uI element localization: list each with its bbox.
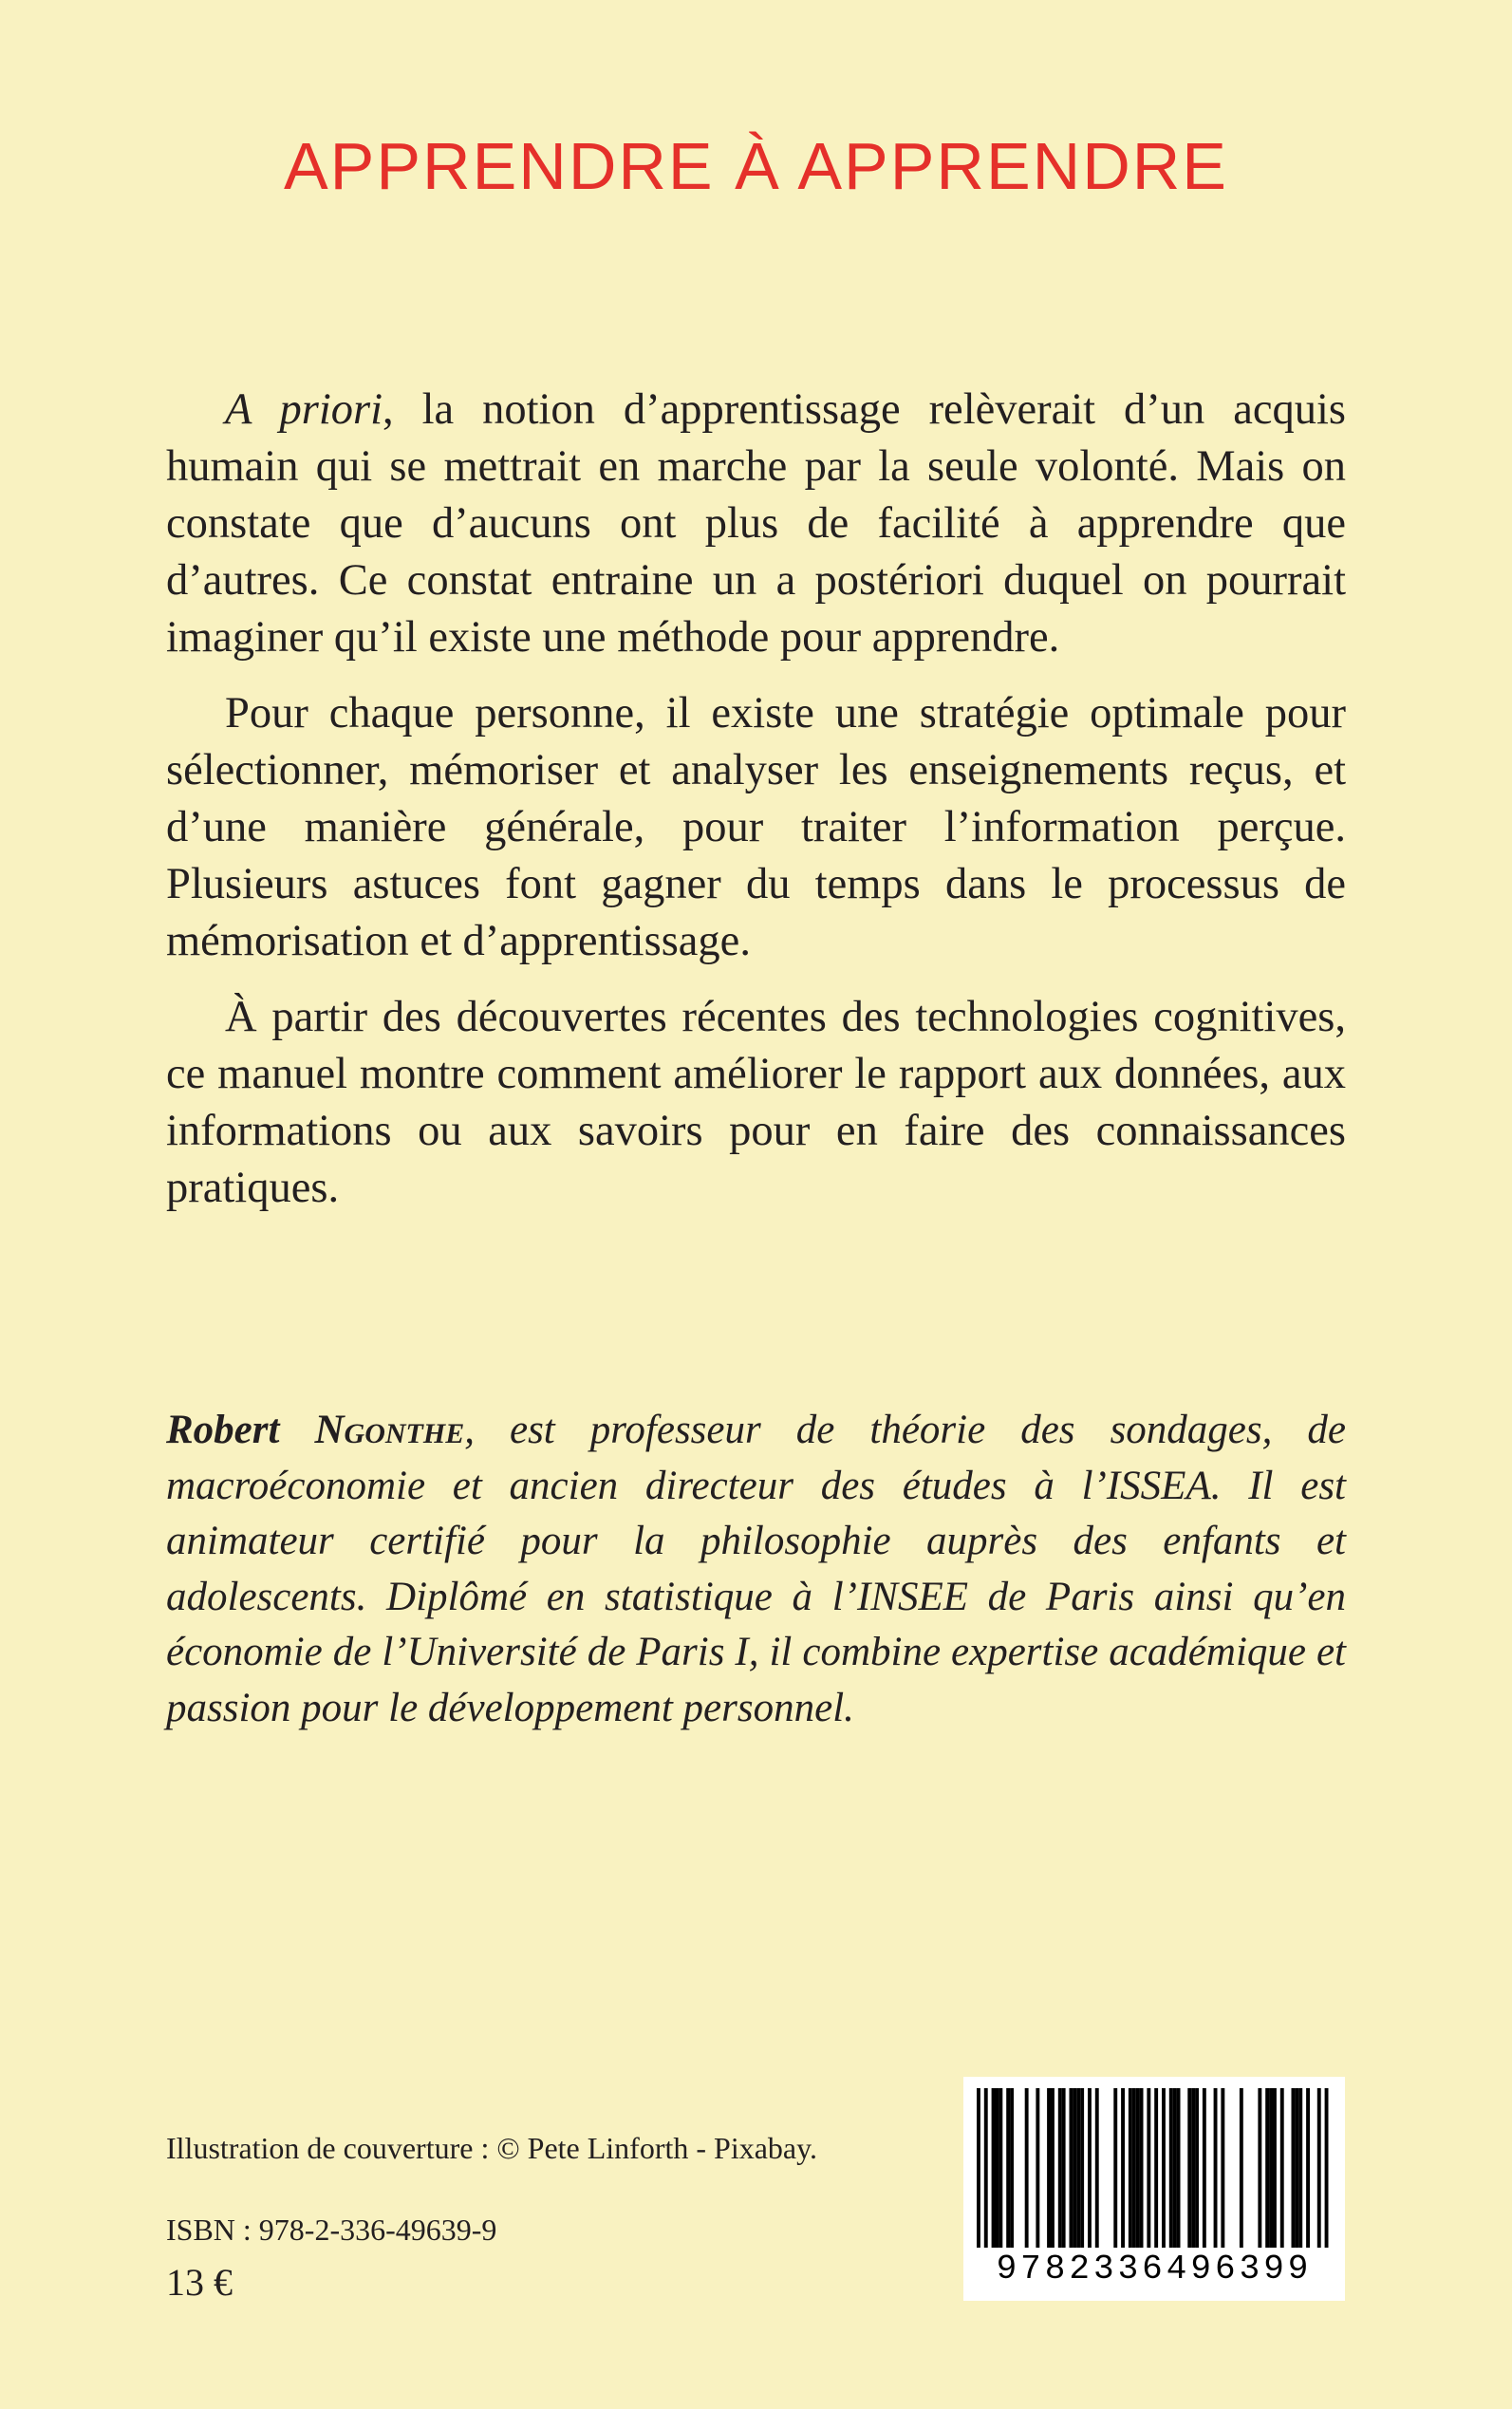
blurb-paragraph-2: Pour chaque personne, il existe une stratégie optimale pour sélectionner, mémoriser et analyser les enseignements reçus, et d’une manière générale, pour traiter l’information perçue. Plusieurs astuces font gagner du temps dans le processus de mémorisation et d’apprentissage.: [166, 689, 1346, 965]
barcode-bar: [1325, 2088, 1329, 2248]
barcode-bar: [1317, 2088, 1321, 2248]
barcode-digits: 9782336496399: [996, 2250, 1313, 2288]
barcode-bar: [1173, 2088, 1177, 2248]
barcode-bar: [1070, 2088, 1073, 2248]
isbn-line: ISBN : 978-2-336-49639-9: [166, 2213, 497, 2247]
author-bio: [166, 1403, 1346, 1736]
barcode-bar: [1298, 2088, 1302, 2248]
book-title: APPRENDRE À APPRENDRE: [283, 129, 1229, 203]
barcode-bar: [1154, 2088, 1158, 2248]
barcode-bar: [977, 2088, 980, 2248]
barcode-bar: [984, 2088, 988, 2248]
barcode-bar: [1051, 2088, 1055, 2248]
barcode-bar: [1292, 2088, 1296, 2248]
barcode-bar: [1058, 2088, 1062, 2248]
barcode-bar: [1076, 2088, 1080, 2248]
barcode-bar: [1221, 2088, 1224, 2248]
barcode-bar: [1047, 2088, 1051, 2248]
author-first-name: Robert: [166, 1408, 280, 1452]
barcode-bar: [1113, 2088, 1117, 2248]
barcode-bar: [1187, 2088, 1191, 2248]
author-bio-text: , est professeur de théorie des sondages, de macroéconomie et ancien directeur des études à l’ISSEA. Il est animateur certifié pour la philosophie auprès des enfants et adolescents. Diplômé en statistique à l’INSEE de Paris ainsi qu’en économie de l’Université de Paris I, il combine expertise académique et passion pour le développement personnel.: [166, 1408, 1346, 1730]
barcode-bar: [1140, 2088, 1144, 2248]
barcode-bar: [1147, 2088, 1150, 2248]
barcode-bar: [1025, 2088, 1029, 2248]
author-last-name: Ngonthe: [314, 1408, 465, 1452]
barcode-bar: [1129, 2088, 1132, 2248]
barcode-bar: [1280, 2088, 1284, 2248]
barcode-bar: [1177, 2088, 1181, 2248]
barcode-bar: [1136, 2088, 1140, 2248]
barcode-bar: [1095, 2088, 1099, 2248]
blurb-paragraph-1: [166, 382, 1346, 666]
barcode-bar: [1062, 2088, 1066, 2248]
barcode-bar: [1258, 2088, 1261, 2248]
barcode-bar: [1080, 2088, 1084, 2248]
barcode-bar: [1265, 2088, 1269, 2248]
barcode-bar: [1306, 2088, 1310, 2248]
barcode-bar: [1169, 2088, 1173, 2248]
barcode-bar: [1073, 2088, 1076, 2248]
barcode-bar: [1203, 2088, 1206, 2248]
barcode-bar: [1006, 2088, 1010, 2248]
barcode-bar: [992, 2088, 996, 2248]
barcode-bar: [1273, 2088, 1277, 2248]
barcode: [963, 2077, 1345, 2301]
barcode-bar: [999, 2088, 1002, 2248]
barcode-bar: [1195, 2088, 1199, 2248]
barcode-bar: [1036, 2088, 1039, 2248]
barcode-bar: [1295, 2088, 1298, 2248]
back-cover-blurb: [166, 382, 1346, 1236]
barcode-bar: [1269, 2088, 1273, 2248]
barcode-bar: [1010, 2088, 1014, 2248]
barcode-bar: [996, 2088, 999, 2248]
barcode-bar: [1088, 2088, 1092, 2248]
barcode-bar: [1240, 2088, 1243, 2248]
illustration-credit: Illustration de couverture : © Pete Linforth - Pixabay.: [166, 2131, 818, 2165]
price: 13 €: [166, 2261, 233, 2304]
barcode-bar: [1121, 2088, 1125, 2248]
blurb-italic-phrase: A priori: [225, 385, 383, 434]
barcode-bar: [1191, 2088, 1195, 2248]
blurb-paragraph-3: À partir des découvertes récentes des technologies cognitives, ce manuel montre comment améliorer le rapport aux données, aux informations ou aux savoirs pour en faire des connaissances pratiques.: [166, 993, 1346, 1212]
barcode-bar: [1132, 2088, 1136, 2248]
blurb-paragraph-1-text: , la notion d’apprentissage relèverait d’un acquis humain qui se mettrait en marche par la seule volonté. Mais on constate que d’aucuns ont plus de facilité à apprendre que d’autres. Ce constat entraine un a postériori duquel on pourrait imaginer qu’il existe une méthode pour apprendre.: [166, 385, 1346, 662]
barcode-bar: [1214, 2088, 1218, 2248]
barcode-bar: [1162, 2088, 1166, 2248]
